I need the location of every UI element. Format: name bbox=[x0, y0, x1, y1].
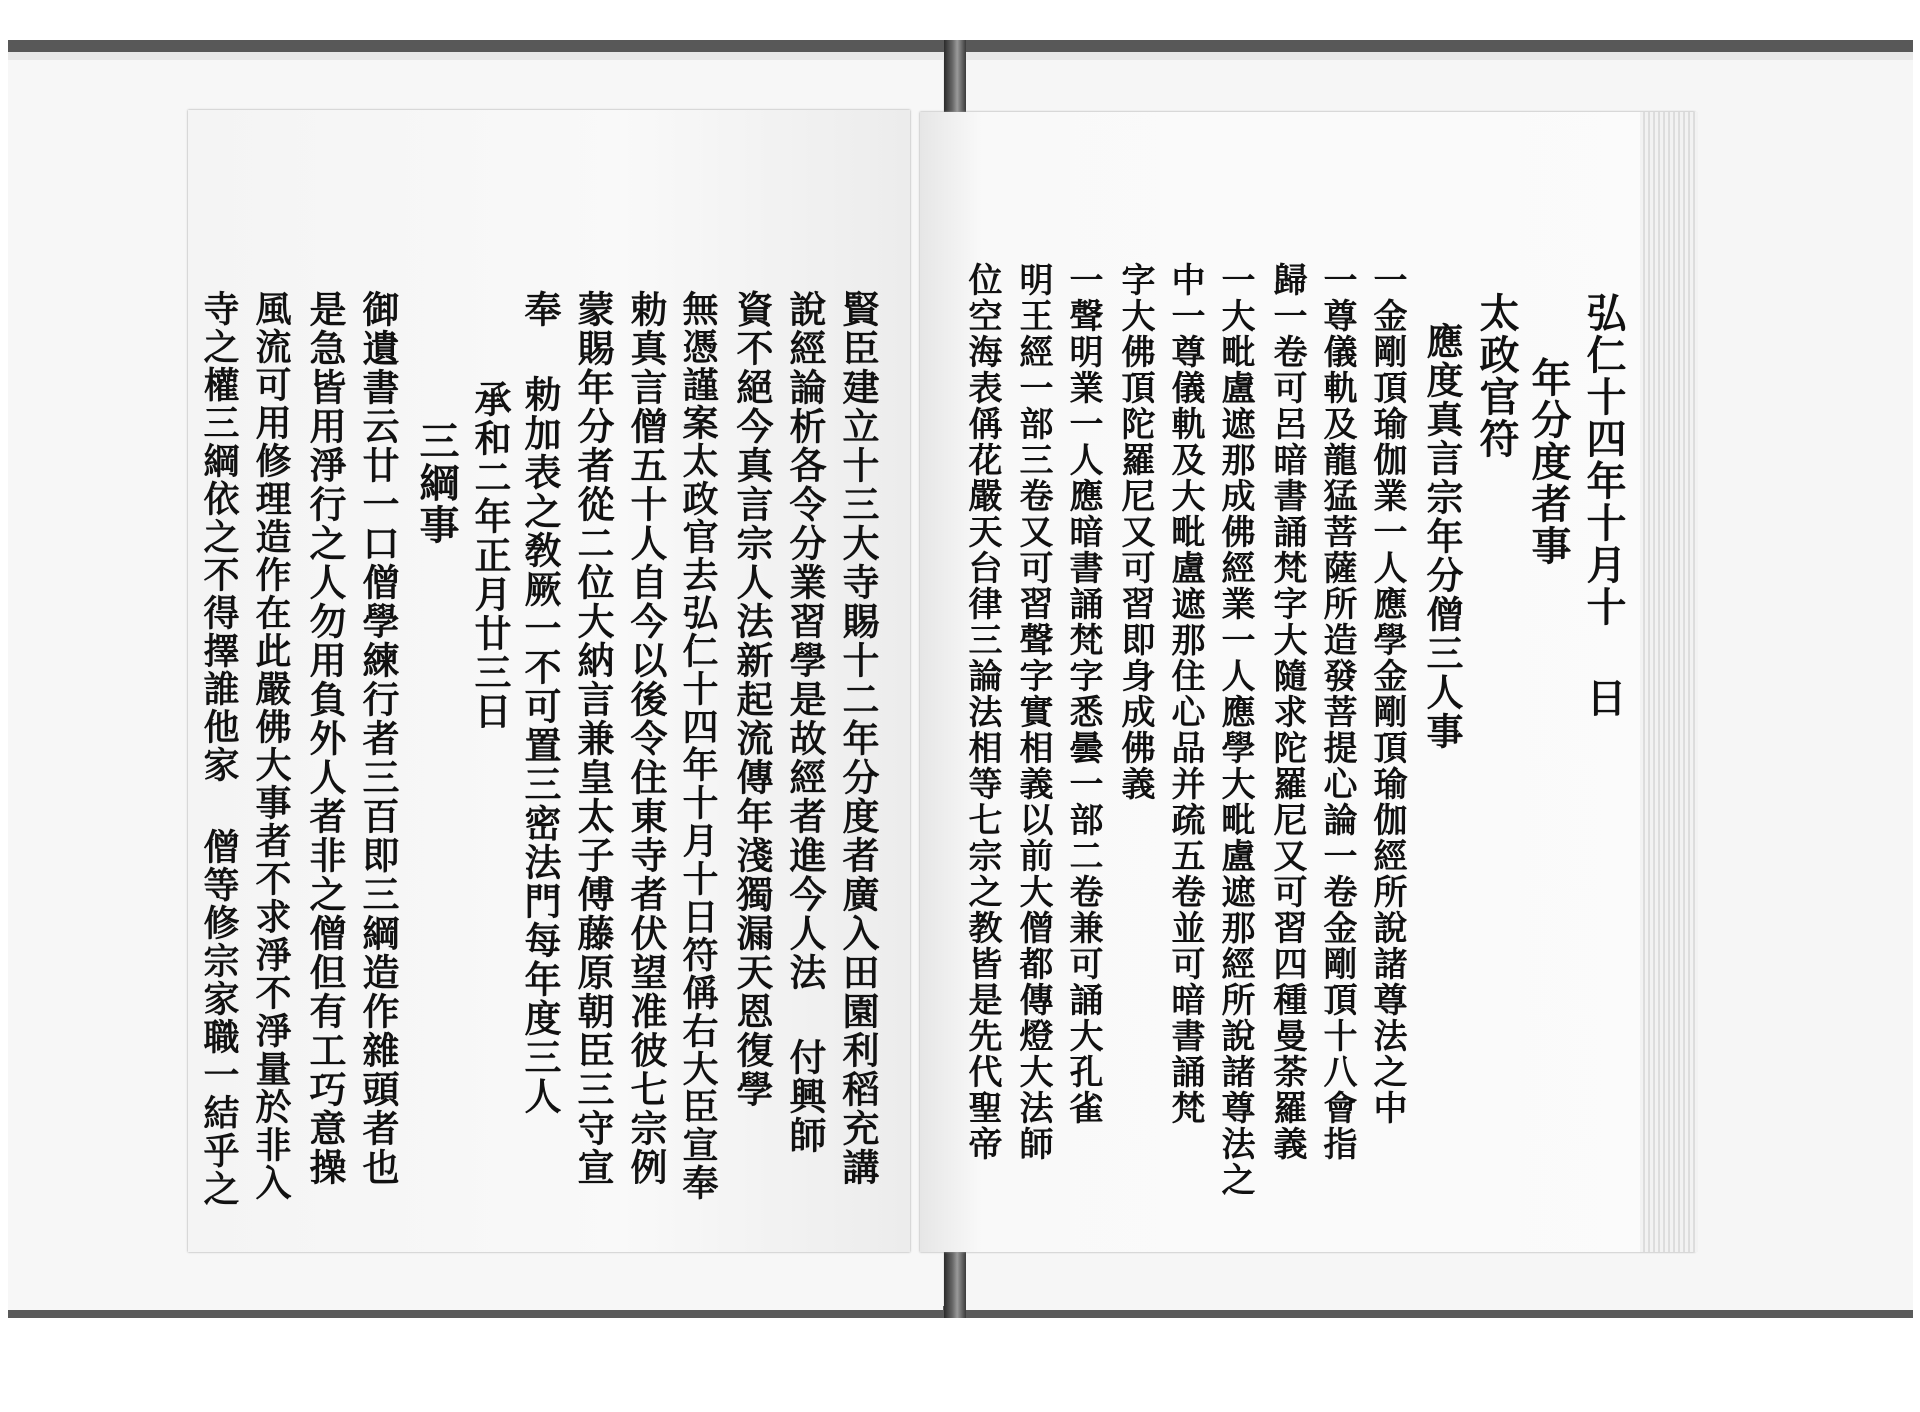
right-col-5: 一金剛頂瑜伽業一人應學金剛頂瑜伽經所說諸尊法之中 bbox=[1367, 262, 1407, 1126]
left-page bbox=[188, 110, 910, 1252]
left-col-8-date: 承和二年正月廿三日 bbox=[468, 380, 512, 731]
right-col-1-date: 弘仁十四年十月十 日 bbox=[1580, 292, 1627, 719]
right-col-2-title: 年分度者事 bbox=[1525, 357, 1572, 567]
right-col-9: 中一尊儀軌及大毗盧遮那住心品并疏五卷並可暗書誦梵 bbox=[1165, 262, 1205, 1126]
left-col-4: 無憑謹案太政官去弘仁十四年十月十日符偁右大臣宣奉 bbox=[677, 290, 719, 1202]
left-col-10: 御遺書云廿一口僧學練行者三百即三綱造作雜頭者也 bbox=[356, 290, 400, 1187]
right-col-7: 歸一卷可呂暗書誦梵字大隨求陀羅尼又可習四種曼荼羅義 bbox=[1267, 262, 1307, 1162]
left-col-3: 資不絕今真言宗人法新起流傳年淺獨漏天恩復學 bbox=[730, 290, 774, 1109]
left-col-6: 蒙賜年分者從二位大納言兼皇太子傅藤原朝臣三守宣 bbox=[571, 290, 615, 1187]
right-col-13: 位空海表偁花嚴天台律三論法相等七宗之教皆是先代聖帝 bbox=[962, 262, 1002, 1162]
left-col-5: 勅真言僧五十人自今以後令住東寺者伏望准彼七宗例 bbox=[624, 290, 668, 1187]
right-page-stack-edges bbox=[1640, 112, 1698, 1252]
left-col-9-heading: 三綱事 bbox=[413, 420, 460, 546]
right-col-8: 一大毗盧遮那成佛經業一人應學大毗盧遮那經所說諸尊法之 bbox=[1215, 262, 1255, 1198]
right-col-3-office: 太政官符 bbox=[1473, 292, 1520, 460]
right-col-4: 應度真言宗年分僧三人事 bbox=[1420, 322, 1464, 751]
left-col-11: 是急皆用淨行之人勿用負外人者非之僧但有工巧意操 bbox=[303, 290, 347, 1187]
right-col-10: 字大佛頂陀羅尼又可習即身成佛義 bbox=[1115, 262, 1155, 802]
left-col-7: 奉 勅加表之敎厥一不可置三密法門每年度三人 bbox=[518, 290, 562, 1116]
left-col-13: 寺之權三綱依之不得擇誰他家 僧等修宗家職一結乎之 bbox=[198, 290, 240, 1208]
right-page bbox=[920, 112, 1695, 1252]
right-col-11: 一聲明業一人應暗書誦梵字悉曇一部二卷兼可誦大孔雀 bbox=[1063, 262, 1103, 1126]
left-col-1: 賢臣建立十三大寺賜十二年分度者廣入田園利稻充講 bbox=[836, 290, 880, 1187]
right-col-12: 明王經一部三卷又可習聲字實相義以前大僧都傳燈大法師 bbox=[1013, 262, 1053, 1162]
left-col-12: 風流可用修理造作在此嚴佛大事者不求淨不淨量於非入 bbox=[250, 290, 292, 1202]
right-col-6: 一尊儀軌及龍猛菩薩所造發菩提心論一卷金剛頂十八會指 bbox=[1317, 262, 1357, 1162]
left-col-2: 說經論析各令分業習學是故經者進今人法 付興師 bbox=[783, 290, 827, 1155]
